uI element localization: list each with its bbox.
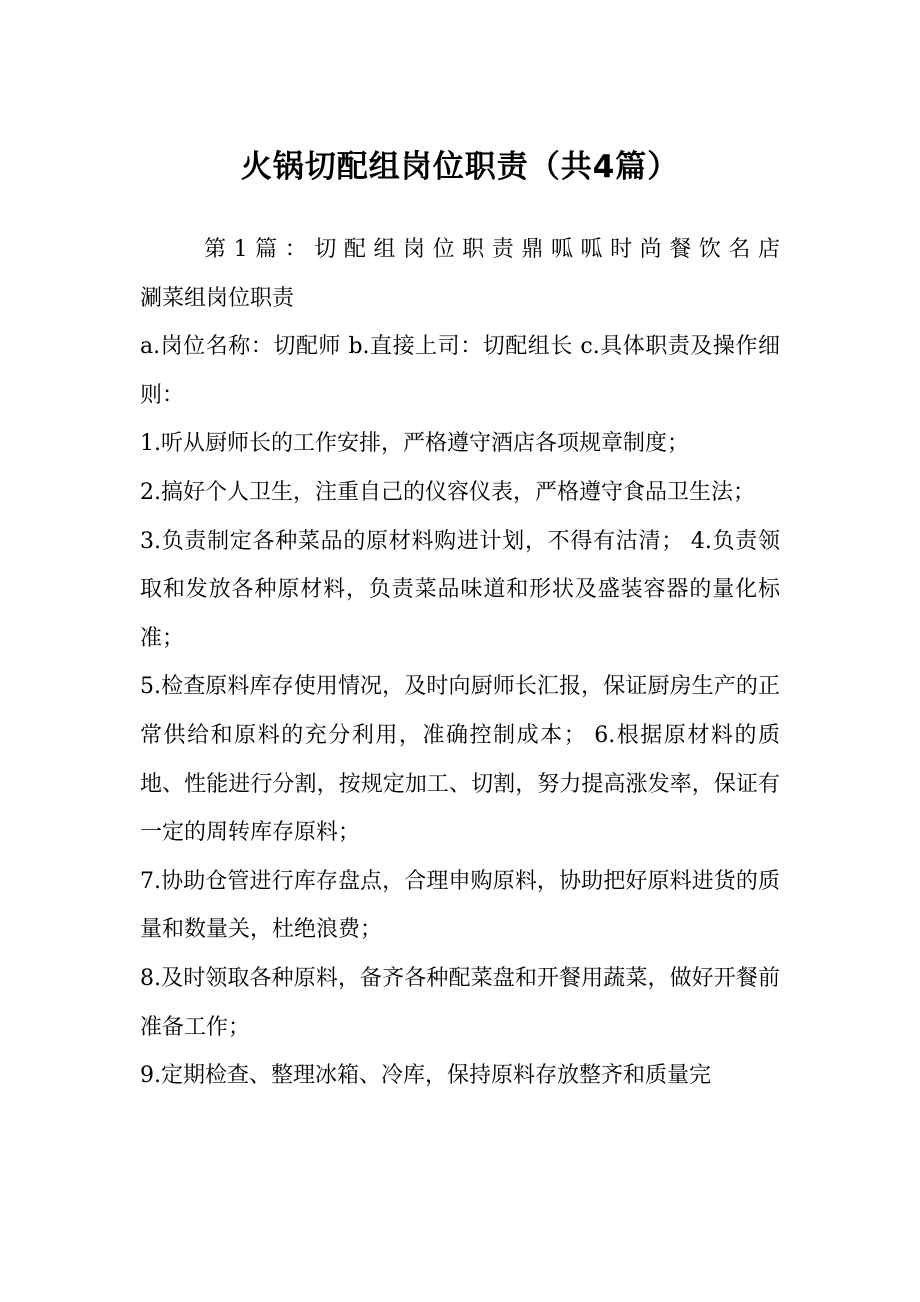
paragraph-item-1: 1.听从厨师长的工作安排，严格遵守酒店各项规章制度；: [140, 431, 689, 457]
paragraph-item-3-4: 3.负责制定各种菜品的原材料购进计划，不得有沽清； 4.负责领取和发放各种原材料，负责菜品味道和形状及盛装容器的量化标准；: [140, 528, 780, 651]
document-title: 火锅切配组岗位职责（共4篇）: [240, 149, 680, 185]
paragraph-item-7: 7.协助仓管进行库存盘点，合理申购原料，协助把好原料进货的质量和数量关，杜绝浪费；: [140, 868, 780, 943]
paragraph-item-5-6: 5.检查原料库存使用情况，及时向厨师长汇报，保证厨房生产的正常供给和原料的充分利用，准确控制成本； 6.根据原材料的质地、性能进行分割，按规定加工、切割，努力提高涨发率，保证有一定的周转库存原料；: [140, 674, 780, 846]
paragraph-item-2: 2.搞好个人卫生，注重自己的仪容仪表，严格遵守食品卫生法；: [140, 479, 755, 505]
paragraph-section-heading: 第1篇：切配组岗位职责鼎呱呱时尚餐饮名店: [204, 237, 780, 262]
paragraph-item-9: 9.定期检查、整理冰箱、冷库，保持原料存放整齐和质量完: [140, 1063, 711, 1089]
paragraph-subheading: 涮菜组岗位职责: [140, 285, 295, 311]
paragraph-position-info: a.岗位名称：切配师 b.直接上司：切配组长 c.具体职责及操作细则：: [140, 334, 780, 408]
paragraph-item-8: 8.及时领取各种原料，备齐各种配菜盘和开餐用蔬菜，做好开餐前准备工作；: [140, 965, 780, 1040]
document-body: [140, 226, 780, 1101]
